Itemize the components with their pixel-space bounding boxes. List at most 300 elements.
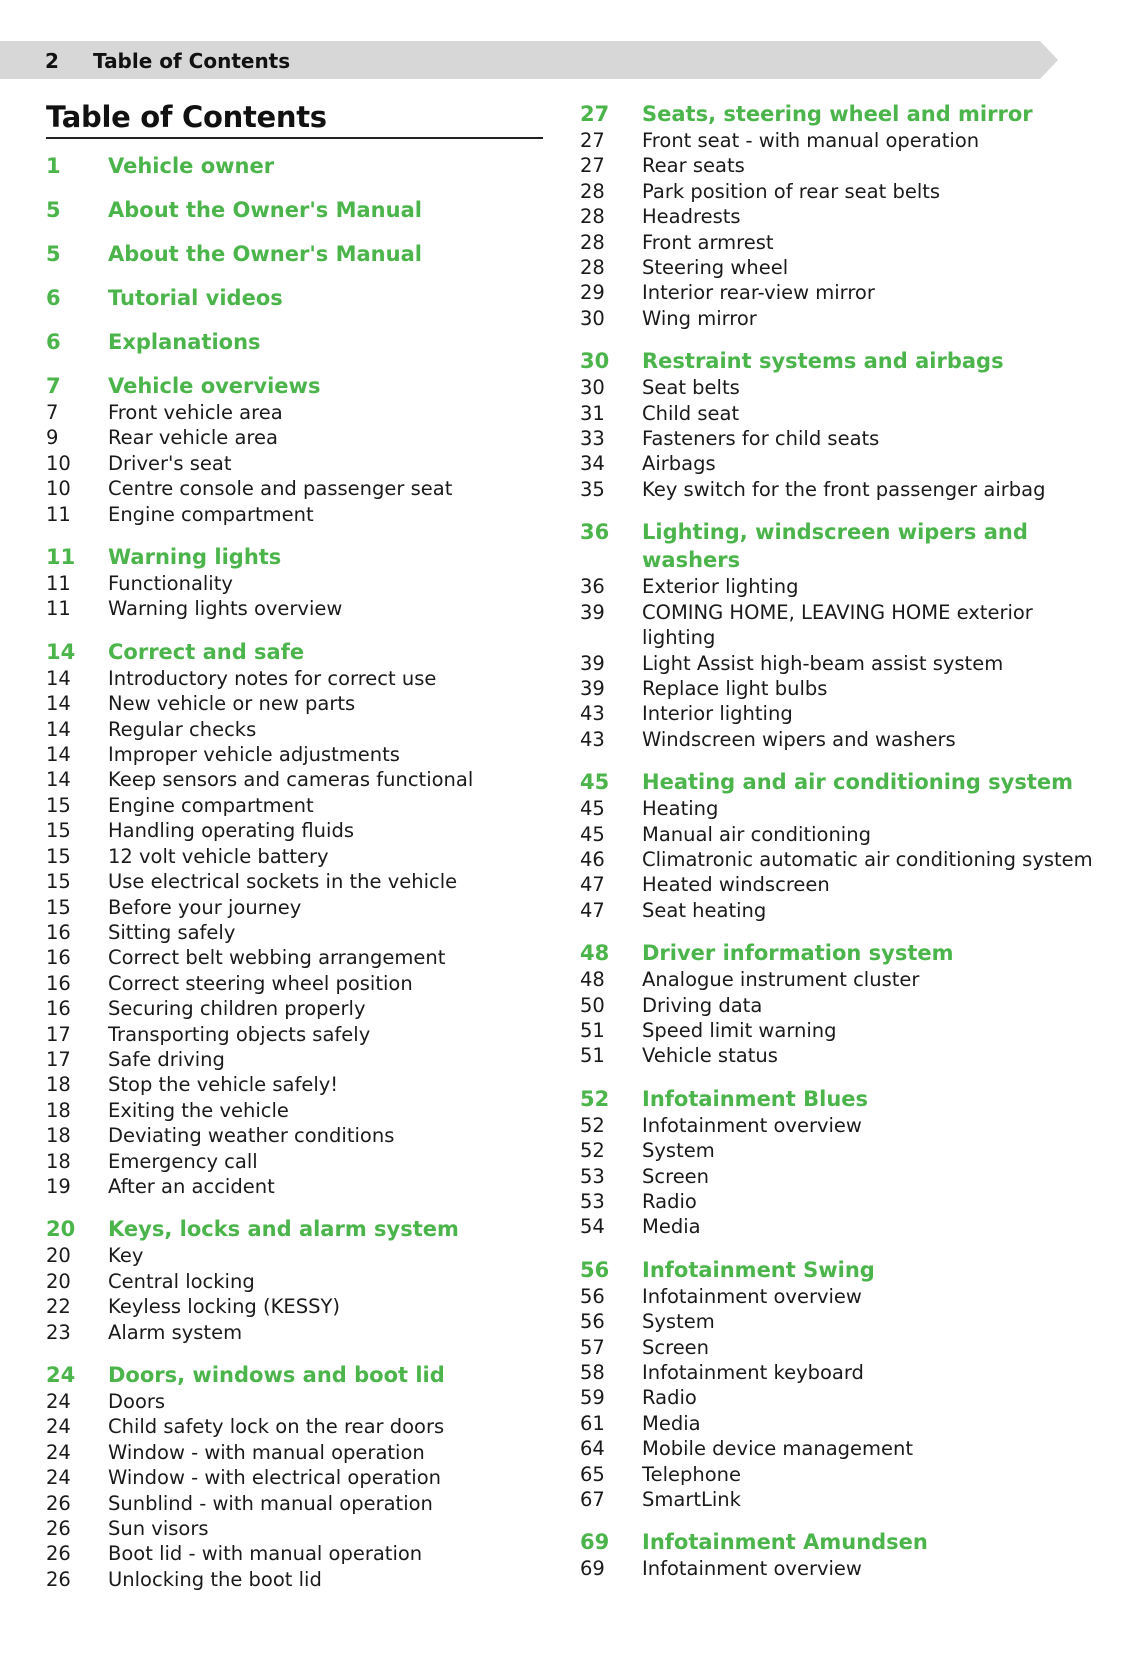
entry-title: Central locking <box>108 1269 255 1293</box>
toc-section-heading[interactable] <box>46 1361 556 1389</box>
entry-page-number: 26 <box>46 1567 71 1591</box>
toc-section-heading[interactable] <box>46 1215 556 1243</box>
entry-page-number: 39 <box>580 676 605 700</box>
toc-entry[interactable] <box>580 1113 1100 1138</box>
toc-section-heading[interactable] <box>580 1528 1100 1556</box>
entry-page-number: 10 <box>46 451 71 475</box>
toc-entry[interactable] <box>580 477 1100 502</box>
entry-title: Stop the vehicle safely! <box>108 1073 339 1097</box>
entry-page-number: 11 <box>46 572 71 596</box>
toc-entry[interactable] <box>580 574 1100 599</box>
toc-entry[interactable] <box>580 230 1100 255</box>
entry-page-number: 47 <box>580 873 605 897</box>
toc-entry[interactable] <box>580 179 1100 204</box>
section-page-number: 6 <box>46 286 61 310</box>
section-page-number: 24 <box>46 1363 76 1387</box>
toc-entry[interactable] <box>46 895 556 920</box>
toc-entry[interactable] <box>580 822 1100 847</box>
entry-page-number: 18 <box>46 1124 71 1148</box>
toc-entry[interactable] <box>46 1098 556 1123</box>
entry-page-number: 17 <box>46 1022 71 1046</box>
toc-entry[interactable] <box>580 847 1100 872</box>
toc-entry[interactable] <box>580 306 1100 331</box>
entry-page-number: 45 <box>580 822 605 846</box>
toc-entry[interactable] <box>46 425 556 450</box>
toc-entry[interactable] <box>580 1335 1100 1360</box>
entry-title: Heated windscreen <box>642 873 830 897</box>
toc-entry[interactable] <box>46 920 556 945</box>
toc-entry[interactable] <box>46 400 556 425</box>
toc-entry[interactable] <box>46 1491 556 1516</box>
entry-page-number: 24 <box>46 1440 71 1464</box>
entry-title: Climatronic automatic air conditioning system <box>642 847 1093 871</box>
toc-section-heading[interactable] <box>46 152 556 180</box>
entry-page-number: 67 <box>580 1488 605 1512</box>
toc-entry[interactable] <box>580 204 1100 229</box>
entry-page-number: 65 <box>580 1462 605 1486</box>
toc-section <box>46 240 556 268</box>
toc-entry[interactable] <box>580 872 1100 897</box>
entry-page-number: 35 <box>580 477 605 501</box>
entry-title: Infotainment keyboard <box>642 1361 864 1385</box>
toc-section <box>46 543 556 622</box>
entry-page-number: 34 <box>580 452 605 476</box>
entry-title: Infotainment overview <box>642 1284 862 1308</box>
section-title: Infotainment Swing <box>642 1257 875 1282</box>
toc-section-heading[interactable] <box>580 518 1100 574</box>
entry-page-number: 7 <box>46 401 59 424</box>
section-page-number: 30 <box>580 349 610 374</box>
toc-right-column <box>580 100 1100 1598</box>
entry-page-number: 26 <box>46 1491 71 1515</box>
entry-title: Headrests <box>642 205 741 229</box>
toc-section-heading[interactable] <box>46 638 556 666</box>
entry-title: Engine compartment <box>108 793 314 817</box>
entry-title: Telephone <box>642 1462 742 1486</box>
toc-heading-rule <box>46 137 543 139</box>
section-title: Keys, locks and alarm system <box>108 1217 459 1242</box>
entry-page-number: 50 <box>580 993 605 1017</box>
entry-title: Screen <box>642 1164 710 1188</box>
toc-entry[interactable] <box>46 1022 556 1047</box>
entry-page-number: 15 <box>46 793 71 817</box>
entry-page-number: 24 <box>46 1415 71 1439</box>
section-page-number: 69 <box>580 1530 610 1555</box>
toc-section <box>46 328 556 356</box>
toc-entry[interactable] <box>46 502 556 527</box>
toc-entry[interactable] <box>46 996 556 1021</box>
entry-page-number: 64 <box>580 1437 605 1461</box>
entry-title: Introductory notes for correct use <box>108 666 437 690</box>
entry-page-number: 69 <box>580 1557 605 1581</box>
entry-page-number: 31 <box>580 401 605 425</box>
entry-page-number: 39 <box>580 651 605 675</box>
toc-entry[interactable] <box>46 1389 556 1414</box>
toc-entry[interactable] <box>46 1567 556 1592</box>
toc-entry[interactable] <box>580 967 1100 992</box>
entry-page-number: 22 <box>46 1295 71 1319</box>
toc-entry[interactable] <box>580 128 1100 153</box>
entry-title: Safe driving <box>108 1047 225 1071</box>
toc-section <box>580 1085 1100 1240</box>
entry-page-number: 14 <box>46 743 71 767</box>
section-page-number: 52 <box>580 1086 610 1111</box>
toc-entry[interactable] <box>580 255 1100 280</box>
entry-title: Infotainment overview <box>642 1557 862 1581</box>
entry-title: Front seat - with manual operation <box>642 129 980 152</box>
page-number: 2 <box>45 49 59 73</box>
entry-title: COMING HOME, LEAVING HOME exterior lighting <box>642 600 1033 650</box>
entry-title: Vehicle status <box>642 1044 778 1068</box>
toc-entry[interactable] <box>580 796 1100 821</box>
entry-page-number: 16 <box>46 971 71 995</box>
toc-section-heading[interactable] <box>46 196 556 224</box>
entry-title: Correct steering wheel position <box>108 971 413 995</box>
toc-section-heading[interactable] <box>46 284 556 312</box>
entry-title: Driving data <box>642 993 763 1017</box>
entry-title: Sunblind - with manual operation <box>108 1491 433 1515</box>
toc-entry[interactable] <box>46 1047 556 1072</box>
toc-section <box>46 1361 556 1592</box>
toc-entry[interactable] <box>580 375 1100 400</box>
section-title: Vehicle owner <box>108 154 275 178</box>
toc-entry[interactable] <box>580 280 1100 305</box>
entry-title: Child seat <box>642 401 740 425</box>
entry-page-number: 14 <box>46 717 71 741</box>
toc-section <box>580 347 1100 502</box>
entry-title: Keep sensors and cameras functional <box>108 768 474 792</box>
toc-entry[interactable] <box>580 1138 1100 1163</box>
section-page-number: 1 <box>46 154 61 178</box>
entry-page-number: 18 <box>46 1098 71 1122</box>
entry-page-number: 30 <box>580 306 605 330</box>
entry-title: 12 volt vehicle battery <box>108 844 329 868</box>
toc-entry[interactable] <box>46 1123 556 1148</box>
entry-title: Window - with electrical operation <box>108 1466 442 1490</box>
toc-entry[interactable] <box>46 1294 556 1319</box>
section-title: Lighting, windscreen wipers and washers <box>642 520 1028 573</box>
toc-entry[interactable] <box>46 818 556 843</box>
toc-entry[interactable] <box>580 600 1100 651</box>
entry-title: Rear vehicle area <box>108 426 278 450</box>
entry-title: Regular checks <box>108 717 257 741</box>
section-page-number: 56 <box>580 1257 610 1282</box>
entry-title: Unlocking the boot lid <box>108 1567 322 1591</box>
toc-section <box>580 1528 1100 1581</box>
entry-title: Doors <box>108 1390 166 1413</box>
entry-page-number: 9 <box>46 426 59 450</box>
toc-section-heading[interactable] <box>580 1085 1100 1113</box>
entry-page-number: 20 <box>46 1244 71 1268</box>
entry-page-number: 46 <box>580 847 605 871</box>
entry-title: Windscreen wipers and washers <box>642 727 956 751</box>
entry-title: Keyless locking (KESSY) <box>108 1295 340 1319</box>
entry-title: Radio <box>642 1386 697 1410</box>
toc-heading: Table of Contents <box>46 100 327 134</box>
toc-entry[interactable] <box>46 971 556 996</box>
section-title: Tutorial videos <box>108 286 283 310</box>
entry-page-number: 14 <box>46 692 71 716</box>
toc-entry[interactable] <box>46 1516 556 1541</box>
section-page-number: 20 <box>46 1217 76 1242</box>
toc-entry[interactable] <box>580 1436 1100 1461</box>
toc-left-column <box>46 152 556 1608</box>
toc-entry[interactable] <box>580 898 1100 923</box>
toc-entry[interactable] <box>580 701 1100 726</box>
entry-title: Window - with manual operation <box>108 1440 425 1464</box>
entry-page-number: 24 <box>46 1390 71 1413</box>
entry-title: Improper vehicle adjustments <box>108 743 400 767</box>
toc-entry[interactable] <box>46 1414 556 1439</box>
entry-page-number: 28 <box>580 256 605 280</box>
toc-section-heading[interactable] <box>46 372 556 400</box>
toc-section <box>580 768 1100 923</box>
toc-entry[interactable] <box>580 1309 1100 1334</box>
toc-entry[interactable] <box>46 691 556 716</box>
section-title: About the Owner's Manual <box>108 198 422 222</box>
entry-title: Heating <box>642 797 719 821</box>
entry-title: Media <box>642 1215 701 1239</box>
entry-page-number: 51 <box>580 1044 605 1068</box>
toc-entry[interactable] <box>46 844 556 869</box>
toc-section <box>46 1215 556 1345</box>
toc-entry[interactable] <box>46 1320 556 1345</box>
toc-entry[interactable] <box>580 1385 1100 1410</box>
entry-page-number: 23 <box>46 1320 71 1344</box>
toc-entry[interactable] <box>46 666 556 691</box>
entry-title: Replace light bulbs <box>642 676 828 700</box>
entry-page-number: 27 <box>580 129 605 152</box>
entry-page-number: 15 <box>46 870 71 894</box>
entry-page-number: 28 <box>580 230 605 254</box>
toc-section <box>580 100 1100 331</box>
entry-page-number: 29 <box>580 281 605 305</box>
section-page-number: 6 <box>46 330 61 354</box>
section-title: Restraint systems and airbags <box>642 349 1004 374</box>
toc-entry[interactable] <box>580 1189 1100 1214</box>
toc-section <box>46 638 556 1200</box>
section-page-number: 48 <box>580 941 610 966</box>
entry-page-number: 30 <box>580 376 605 400</box>
entry-title: SmartLink <box>642 1488 741 1512</box>
toc-entry[interactable] <box>46 1072 556 1097</box>
entry-title: Use electrical sockets in the vehicle <box>108 870 458 894</box>
section-title: Driver information system <box>642 941 954 966</box>
entry-title: Key switch for the front passenger airbag <box>642 477 1046 501</box>
toc-entry[interactable] <box>46 1541 556 1566</box>
entry-page-number: 52 <box>580 1139 605 1163</box>
entry-title: Manual air conditioning <box>642 822 871 846</box>
entry-page-number: 27 <box>580 154 605 178</box>
entry-page-number: 24 <box>46 1466 71 1490</box>
toc-entry[interactable] <box>580 1462 1100 1487</box>
entry-title: Mobile device management <box>642 1437 914 1461</box>
toc-entry[interactable] <box>580 727 1100 752</box>
toc-entry[interactable] <box>580 1360 1100 1385</box>
toc-section-heading[interactable] <box>46 328 556 356</box>
toc-section <box>580 939 1100 1069</box>
entry-page-number: 48 <box>580 968 605 992</box>
entry-title: Airbags <box>642 452 716 476</box>
entry-page-number: 20 <box>46 1269 71 1293</box>
section-title: Vehicle overviews <box>108 374 321 398</box>
entry-title: Park position of rear seat belts <box>642 179 941 203</box>
section-title: Warning lights <box>108 545 282 570</box>
toc-section-heading[interactable] <box>46 240 556 268</box>
toc-entry[interactable] <box>580 1043 1100 1068</box>
section-page-number: 5 <box>46 198 61 222</box>
toc-entry[interactable] <box>46 767 556 792</box>
entry-page-number: 47 <box>580 898 605 922</box>
entry-page-number: 36 <box>580 575 605 599</box>
entry-page-number: 45 <box>580 797 605 821</box>
entry-page-number: 61 <box>580 1411 605 1435</box>
entry-page-number: 52 <box>580 1113 605 1137</box>
toc-entry[interactable] <box>580 1411 1100 1436</box>
toc-entry[interactable] <box>580 1487 1100 1512</box>
toc-section-heading[interactable] <box>580 939 1100 967</box>
toc-entry[interactable] <box>46 793 556 818</box>
toc-entry[interactable] <box>580 451 1100 476</box>
entry-title: Functionality <box>108 572 233 596</box>
entry-page-number: 58 <box>580 1361 605 1385</box>
entry-page-number: 18 <box>46 1149 71 1173</box>
entry-title: Steering wheel <box>642 256 789 280</box>
toc-section-heading[interactable] <box>580 1256 1100 1284</box>
entry-page-number: 15 <box>46 819 71 843</box>
toc-section <box>46 284 556 312</box>
entry-page-number: 53 <box>580 1164 605 1188</box>
entry-title: Exterior lighting <box>642 575 799 599</box>
entry-title: After an accident <box>108 1174 275 1198</box>
entry-title: Child safety lock on the rear doors <box>108 1415 445 1439</box>
entry-title: Light Assist high-beam assist system <box>642 651 1004 675</box>
entry-title: Fasteners for child seats <box>642 427 880 451</box>
toc-section-heading[interactable] <box>580 100 1100 128</box>
entry-title: Sitting safely <box>108 920 236 944</box>
section-page-number: 5 <box>46 242 61 266</box>
section-title: Infotainment Blues <box>642 1086 869 1111</box>
entry-page-number: 14 <box>46 768 71 792</box>
entry-title: Warning lights overview <box>108 597 343 621</box>
entry-title: Securing children properly <box>108 997 366 1021</box>
toc-entry[interactable] <box>580 1284 1100 1309</box>
entry-title: Sun visors <box>108 1517 209 1541</box>
entry-page-number: 10 <box>46 477 71 501</box>
entry-page-number: 51 <box>580 1018 605 1042</box>
entry-page-number: 15 <box>46 844 71 868</box>
running-header-title: Table of Contents <box>93 49 291 73</box>
entry-title: Rear seats <box>642 154 745 178</box>
section-title: Infotainment Amundsen <box>642 1530 928 1555</box>
section-title: Doors, windows and boot lid <box>108 1363 445 1387</box>
entry-title: Deviating weather conditions <box>108 1124 395 1148</box>
entry-page-number: 56 <box>580 1310 605 1334</box>
toc-entry[interactable] <box>580 1556 1100 1581</box>
entry-page-number: 28 <box>580 205 605 229</box>
section-page-number: 27 <box>580 102 610 126</box>
toc-entry[interactable] <box>580 676 1100 701</box>
section-title: Explanations <box>108 330 261 354</box>
toc-entry[interactable] <box>46 1269 556 1294</box>
entry-page-number: 11 <box>46 597 71 621</box>
entry-page-number: 15 <box>46 895 71 919</box>
toc-entry[interactable] <box>46 1243 556 1268</box>
toc-section <box>580 1256 1100 1513</box>
toc-entry[interactable] <box>46 1149 556 1174</box>
entry-title: New vehicle or new parts <box>108 692 356 716</box>
toc-entry[interactable] <box>46 945 556 970</box>
toc-entry[interactable] <box>580 1164 1100 1189</box>
entry-title: Interior rear-view mirror <box>642 281 875 305</box>
entry-title: System <box>642 1139 715 1163</box>
toc-entry[interactable] <box>580 651 1100 676</box>
toc-section-heading[interactable] <box>580 768 1100 796</box>
entry-title: Key <box>108 1244 144 1268</box>
toc-entry[interactable] <box>580 993 1100 1018</box>
entry-page-number: 16 <box>46 997 71 1021</box>
entry-title: Front vehicle area <box>108 401 283 424</box>
entry-title: Interior lighting <box>642 702 793 726</box>
toc-entry[interactable] <box>46 1465 556 1490</box>
entry-page-number: 17 <box>46 1047 71 1071</box>
section-title: Heating and air conditioning system <box>642 770 1074 795</box>
entry-page-number: 39 <box>580 600 605 624</box>
toc-entry[interactable] <box>46 451 556 476</box>
entry-title: Boot lid - with manual operation <box>108 1542 423 1566</box>
section-page-number: 11 <box>46 545 76 570</box>
entry-title: Emergency call <box>108 1149 258 1173</box>
toc-entry[interactable] <box>46 1440 556 1465</box>
entry-page-number: 16 <box>46 920 71 944</box>
toc-entry[interactable] <box>46 869 556 894</box>
entry-page-number: 57 <box>580 1335 605 1359</box>
toc-entry[interactable] <box>46 1174 556 1199</box>
entry-title: Analogue instrument cluster <box>642 968 920 992</box>
toc-entry[interactable] <box>46 596 556 621</box>
toc-entry[interactable] <box>46 571 556 596</box>
entry-title: Alarm system <box>108 1320 243 1344</box>
toc-section <box>580 518 1100 752</box>
entry-page-number: 11 <box>46 502 71 526</box>
toc-entry[interactable] <box>46 476 556 501</box>
toc-section-heading[interactable] <box>580 347 1100 375</box>
toc-section-heading[interactable] <box>46 543 556 571</box>
entry-page-number: 19 <box>46 1174 71 1198</box>
entry-page-number: 54 <box>580 1215 605 1239</box>
entry-page-number: 33 <box>580 427 605 451</box>
entry-page-number: 16 <box>46 946 71 970</box>
toc-entry[interactable] <box>580 401 1100 426</box>
entry-title: Driver's seat <box>108 451 232 475</box>
toc-entry[interactable] <box>580 153 1100 178</box>
toc-entry[interactable] <box>46 742 556 767</box>
toc-entry[interactable] <box>580 1018 1100 1043</box>
entry-title: Before your journey <box>108 895 302 919</box>
entry-page-number: 14 <box>46 666 71 690</box>
entry-title: Screen <box>642 1335 710 1359</box>
entry-page-number: 59 <box>580 1386 605 1410</box>
entry-page-number: 26 <box>46 1542 71 1566</box>
toc-entry[interactable] <box>580 1214 1100 1239</box>
entry-title: Centre console and passenger seat <box>108 477 453 501</box>
entry-page-number: 43 <box>580 727 605 751</box>
entry-title: Wing mirror <box>642 306 757 330</box>
entry-page-number: 56 <box>580 1284 605 1308</box>
entry-title: Engine compartment <box>108 502 314 526</box>
toc-entry[interactable] <box>580 426 1100 451</box>
toc-entry[interactable] <box>46 717 556 742</box>
